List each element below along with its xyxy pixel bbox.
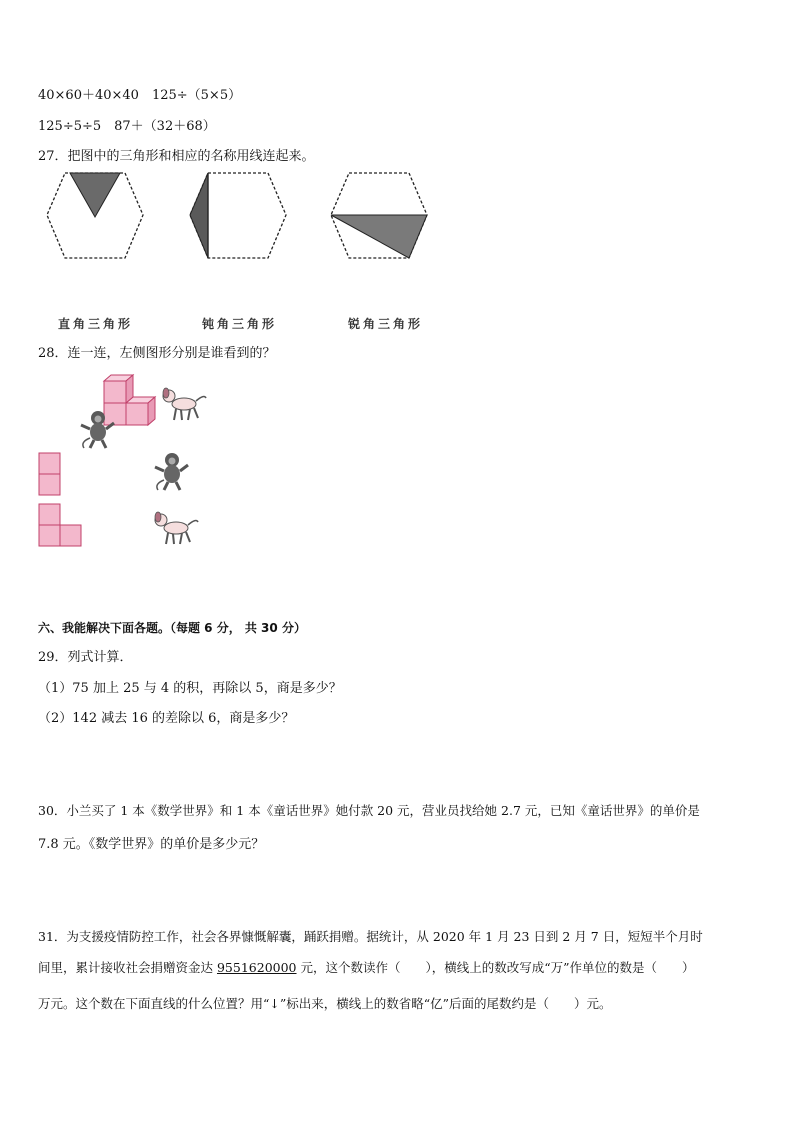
q27-text: 27．把图中的三角形和相应的名称用线连起来。 <box>38 149 315 164</box>
calc-line-2: 125÷5÷5 87＋（32＋68） <box>38 119 216 134</box>
hexagon-figure-3 <box>324 170 434 262</box>
q31-line3: 万元。这个数在下面直线的什么位置？用“↓”标出来，横线上的数省略“亿”后面的尾数约是（ ）元。 <box>38 996 612 1011</box>
label-obtuse-triangle: 钝角三角形 <box>202 317 278 331</box>
monkey-icon-middle <box>152 450 192 492</box>
q30-line1: 30．小兰买了 1 本《数学世界》和 1 本《童话世界》她付款 20 元，营业员找给她 2.7 元，已知《童话世界》的单价是 <box>38 803 700 818</box>
q30-line2: 7.8 元。《数学世界》的单价是多少元？ <box>38 837 265 852</box>
q28-text: 28．连一连，左侧图形分别是谁看到的？ <box>38 346 276 361</box>
q31-line2-post: 元，这个数读作（ ），横线上的数改写成“万”作单位的数是（ ） <box>296 960 695 975</box>
q29-part1: （1）75 加上 25 与 4 的积，再除以 5，商是多少？ <box>38 681 342 696</box>
calc-line-1: 40×60＋40×40 125÷（5×5） <box>38 88 242 103</box>
label-acute-triangle: 锐角三角形 <box>348 317 424 331</box>
label-right-triangle: 直角三角形 <box>58 317 134 331</box>
q29-text: 29．列式计算． <box>38 650 133 665</box>
q31-line2-pre: 间里，累计接收社会捐赠资金达 <box>38 960 217 975</box>
view-figure-2 <box>38 503 84 549</box>
donation-amount: 9551620000 <box>216 960 297 975</box>
q31-line1: 31．为支援疫情防控工作，社会各界慷慨解囊，踊跃捐赠。据统计，从 2020 年 1 月 23 日到 2 月 7 日，短短半个月时 <box>38 929 703 944</box>
section6-title: 六、我能解决下面各题。（每题 6 分， 共 30 分） <box>38 621 306 635</box>
q31-line2 <box>38 958 695 976</box>
view-figure-1 <box>38 452 64 498</box>
hexagon-figure-2 <box>183 170 293 262</box>
dog-icon-bottom <box>152 508 202 548</box>
hexagon-figure-1 <box>40 170 150 262</box>
dog-icon <box>160 384 210 424</box>
monkey-icon-top <box>78 408 118 450</box>
q29-part2: （2）142 减去 16 的差除以 6，商是多少？ <box>38 711 295 726</box>
